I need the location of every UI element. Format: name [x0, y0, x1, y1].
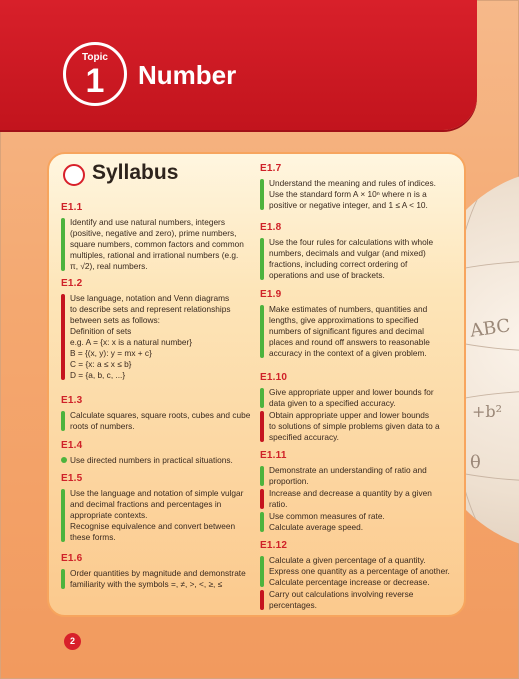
globe-text-abc: ABC [468, 315, 512, 342]
item-text-line: Express one quantity as a percentage of another. [269, 566, 450, 576]
section-e1-1 [61, 202, 244, 273]
section-e1-7 [260, 163, 436, 212]
topic-number: 1 [85, 62, 105, 100]
page-number: 2 [64, 633, 81, 650]
item-text-line: Identify and use natural numbers, integers [70, 217, 225, 227]
item-text-line: to solutions of simple problems given data to a [269, 421, 440, 431]
section-code: E1.5 [61, 473, 83, 484]
syllabus-item [61, 488, 243, 543]
section-code: E1.6 [61, 553, 83, 564]
syllabus-item [260, 387, 440, 409]
green-dot-marker [61, 457, 67, 463]
item-text-line: these forms. [70, 532, 116, 542]
item-text-line: Obtain appropriate upper and lower bounds [269, 410, 430, 420]
section-code: E1.1 [61, 202, 83, 213]
item-text-line: accuracy in the context of a given problem. [269, 348, 427, 358]
section-e1-12 [260, 540, 450, 612]
section-e1-5 [61, 473, 243, 544]
section-code: E1.8 [260, 222, 282, 233]
item-text-line: Demonstrate an understanding of ratio and [269, 465, 427, 475]
core-marker-bar [260, 466, 264, 486]
item-text-line: proportion. [269, 476, 309, 486]
section-e1-8 [260, 222, 433, 282]
syllabus-item [260, 488, 432, 510]
item-text-line: B = {(x, y): y = mx + c} [70, 348, 152, 358]
syllabus-heading: Syllabus [92, 161, 179, 184]
item-text-line: e.g. A = {x: x is a natural number} [70, 337, 192, 347]
item-text-line: Calculate a given percentage of a quantity. [269, 555, 426, 565]
core-marker-bar [61, 569, 65, 589]
section-code: E1.4 [61, 440, 83, 451]
section-e1-3 [61, 395, 250, 433]
syllabus-item [61, 293, 231, 381]
topic-title: Number [138, 60, 237, 90]
item-text-line: positive or negative integer, and 1 ≤ A < 10. [269, 200, 428, 210]
core-marker-bar [260, 388, 264, 408]
syllabus-circle-icon [63, 164, 85, 186]
item-text-line: Use the standard form A × 10ⁿ where n is a [269, 189, 427, 199]
section-code: E1.2 [61, 278, 83, 289]
item-text-line: Use language, notation and Venn diagrams [70, 293, 230, 303]
section-code: E1.12 [260, 540, 288, 551]
item-text-line: familiarity with the symbols =, ≠, >, <, ≥, ≤ [70, 579, 223, 589]
section-e1-6 [61, 553, 246, 591]
syllabus-item [260, 589, 450, 611]
core-marker-bar [61, 411, 65, 431]
item-text-line: Definition of sets [70, 326, 132, 336]
item-text-line: Make estimates of numbers, quantities and [269, 304, 428, 314]
item-text-line: Use directed numbers in practical situations. [70, 455, 233, 465]
syllabus-item [260, 304, 430, 359]
core-marker-bar [260, 305, 264, 358]
item-text-line: places and round off answers to reasonable [269, 337, 430, 347]
item-text-line: lengths, give approximations to specified [269, 315, 419, 325]
item-text-line: π, √2), real numbers. [70, 261, 148, 271]
core-marker-bar [260, 238, 264, 280]
item-text-line: Calculate average speed. [269, 522, 364, 532]
item-text-line: Calculate squares, square roots, cubes and cube [70, 410, 251, 420]
item-text-line: ratio. [269, 499, 288, 509]
section-code: E1.9 [260, 289, 282, 300]
section-e1-9 [260, 289, 430, 360]
section-e1-11 [260, 450, 432, 534]
syllabus-item [260, 465, 432, 487]
item-text-line: percentages. [269, 600, 317, 610]
item-text-line: numbers, decimals and vulgar (and mixed) [269, 248, 426, 258]
topic-badge [63, 42, 127, 106]
item-text-line: specified accuracy. [269, 432, 339, 442]
syllabus-item [260, 237, 433, 281]
syllabus-item [260, 178, 436, 211]
syllabus-item [61, 568, 246, 590]
item-text-line: Use the language and notation of simple vulgar [70, 488, 244, 498]
item-text-line: square numbers, common factors and common [70, 239, 244, 249]
item-text-line: Use the four rules for calculations with whole [269, 237, 434, 247]
item-text-line: Understand the meaning and rules of indices. [269, 178, 436, 188]
section-code: E1.10 [260, 372, 288, 383]
core-marker-bar [260, 179, 264, 210]
section-e1-2 [61, 278, 231, 382]
item-text-line: D = {a, b, c, ...} [70, 370, 126, 380]
item-text-line: appropriate contexts. [70, 510, 148, 520]
item-text-line: fractions, including correct ordering of [269, 259, 408, 269]
syllabus-item [61, 455, 233, 466]
extended-marker-bar [260, 590, 264, 610]
item-text-line: C = {x: a ≤ x ≤ b} [70, 359, 132, 369]
core-marker-bar [61, 489, 65, 542]
globe-text-theta: θ [470, 452, 481, 473]
section-code: E1.3 [61, 395, 83, 406]
item-text-line: Increase and decrease a quantity by a given [269, 488, 432, 498]
section-code: E1.11 [260, 450, 287, 461]
section-e1-4 [61, 440, 233, 467]
item-text-line: between sets as follows: [70, 315, 160, 325]
syllabus-item [260, 511, 432, 533]
item-text-line: data given to a specified accuracy. [269, 398, 396, 408]
item-text-line: Recognise equivalence and convert between [70, 521, 236, 531]
core-marker-bar [260, 512, 264, 532]
extended-marker-bar [260, 489, 264, 509]
item-text-line: roots of numbers. [70, 421, 135, 431]
core-marker-bar [260, 556, 264, 587]
syllabus-item [260, 410, 440, 443]
item-text-line: multiples, rational and irrational numbers (e.g. [70, 250, 239, 260]
topic-label: Topic [82, 52, 108, 63]
item-text-line: Use common measures of rate. [269, 511, 385, 521]
item-text-line: Calculate percentage increase or decrease. [269, 577, 430, 587]
section-e1-10 [260, 372, 440, 444]
item-text-line: numbers of significant figures and decimal [269, 326, 424, 336]
item-text-line: operations and use of brackets. [269, 270, 385, 280]
item-text-line: (positive, negative and zero), prime numbers, [70, 228, 237, 238]
syllabus-item [260, 555, 450, 588]
item-text-line: Carry out calculations involving reverse [269, 589, 414, 599]
extended-marker-bar [260, 411, 264, 442]
globe-text-b2: +b² [472, 402, 503, 421]
section-code: E1.7 [260, 163, 282, 174]
item-text-line: Give appropriate upper and lower bounds for [269, 387, 434, 397]
extended-marker-bar [61, 294, 65, 380]
header-band [0, 0, 477, 130]
syllabus-item [61, 217, 244, 272]
core-marker-bar [61, 218, 65, 271]
item-text-line: Order quantities by magnitude and demonstrate [70, 568, 246, 578]
item-text-line: to describe sets and represent relationships [70, 304, 231, 314]
syllabus-item [61, 410, 250, 432]
item-text-line: and decimal fractions and percentages in [70, 499, 222, 509]
